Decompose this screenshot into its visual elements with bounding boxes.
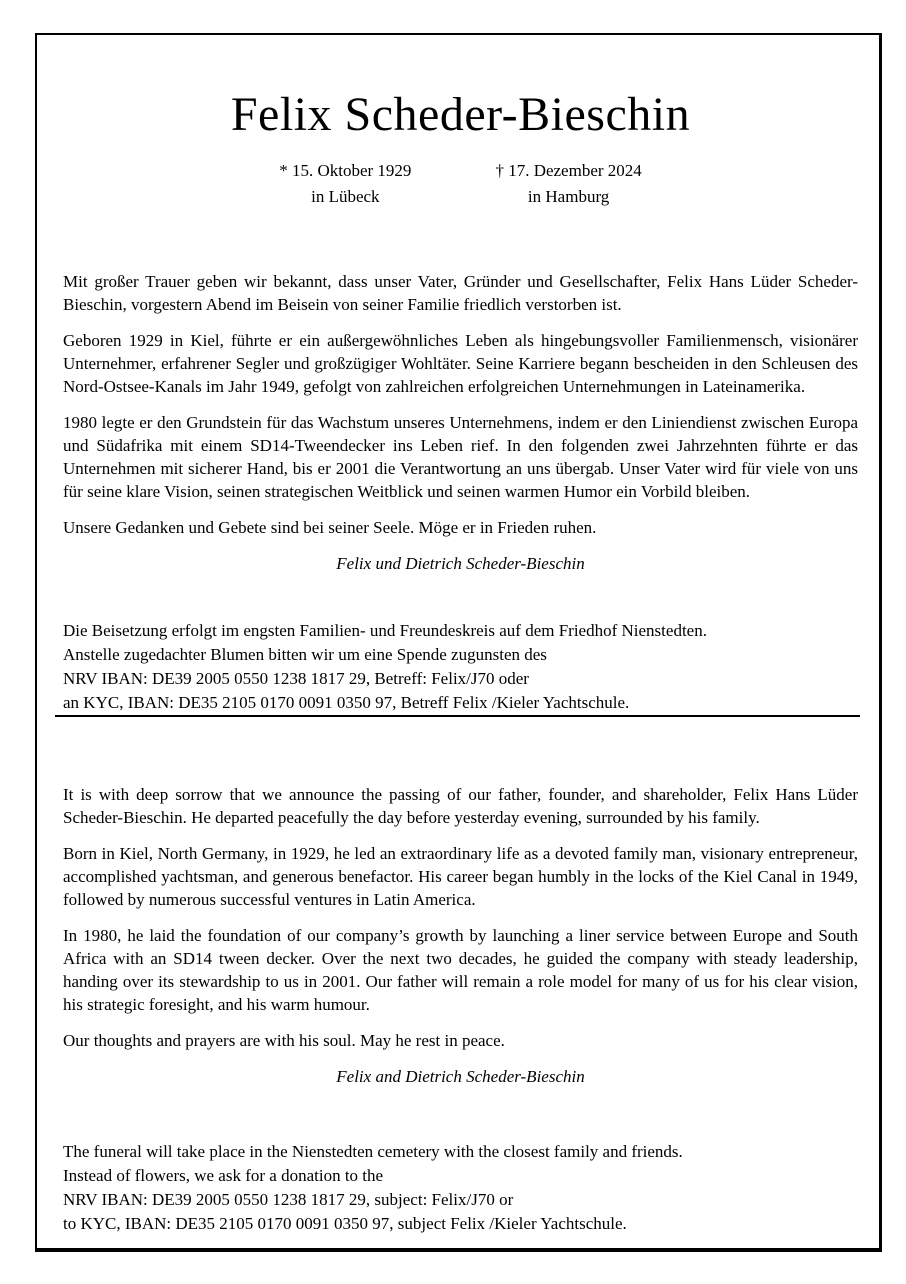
english-funeral-line: NRV IBAN: DE39 2005 0550 1238 1817 29, subject: Felix/J70 or <box>63 1189 514 1209</box>
english-paragraph: Our thoughts and prayers are with his soul. May he rest in peace. <box>63 1030 505 1050</box>
death-place: in Hamburg <box>527 186 610 206</box>
german-funeral-line: NRV IBAN: DE39 2005 0550 1238 1817 29, Betreff: Felix/J70 oder <box>63 668 529 688</box>
birth-info <box>279 158 411 210</box>
german-funeral-line: Die Beisetzung erfolgt im engsten Familien- und Freundeskreis auf dem Friedhof Nienstedten. <box>63 620 707 640</box>
english-signature: Felix and Dietrich Scheder-Bieschin <box>336 1066 585 1086</box>
english-section <box>63 783 858 1236</box>
english-funeral-info <box>63 1140 858 1236</box>
english-paragraph: In 1980, he laid the foundation of our company’s growth by launching a liner service between Europe and South Africa with an SD14 tween decker. Over the next two decades, he guided the company with steady leadership, handing over its stewardship to us in 2001. Our father will remain a role model for many of us for his clear vision, his strategic foresight, and his warm humour. <box>63 925 858 1014</box>
birth-date: * 15. Oktober 1929 <box>279 160 412 180</box>
section-divider <box>55 715 860 717</box>
death-date: † 17. Dezember 2024 <box>495 160 642 180</box>
german-funeral-line: Anstelle zugedachter Blumen bitten wir um eine Spende zugunsten des <box>63 644 547 664</box>
english-paragraph: Born in Kiel, North Germany, in 1929, he led an extraordinary life as a devoted family man, visionary entrepreneur, accomplished yachtsman, and generous benefactor. His career began humbly in the locks of the Kiel Canal in 1949, followed by numerous successful ventures in Latin America. <box>63 843 858 909</box>
german-funeral-info <box>63 619 858 715</box>
german-paragraph: Mit großer Trauer geben wir bekannt, dass unser Vater, Gründer und Gesellschafter, Felix Hans Lüder Scheder-Bieschin, vorgestern Abend im Beisein von seiner Familie friedlich verstorben ist. <box>63 271 858 314</box>
german-paragraph: Geboren 1929 in Kiel, führte er ein außergewöhnliches Leben als hingebungsvoller Familienmensch, visionärer Unternehmer, erfahrener Segler und großzügiger Wohltäter. Seine Karriere begann bescheiden in den Schleusen des Nord-Ostsee-Kanals im Jahr 1949, gefolgt von zahlreichen erfolgreichen Unternehmungen in Lateinamerika. <box>63 330 858 396</box>
deceased-name: Felix Scheder-Bieschin <box>230 88 691 141</box>
english-funeral-line: The funeral will take place in the Nienstedten cemetery with the closest family and friends. <box>63 1141 683 1161</box>
death-info <box>495 158 641 210</box>
english-funeral-line: Instead of flowers, we ask for a donation to the <box>63 1165 384 1185</box>
life-dates <box>63 158 858 210</box>
german-signature: Felix und Dietrich Scheder-Bieschin <box>336 553 585 573</box>
german-paragraph: Unsere Gedanken und Gebete sind bei seiner Seele. Möge er in Frieden ruhen. <box>63 517 597 537</box>
english-funeral-line: to KYC, IBAN: DE35 2105 0170 0091 0350 97, subject Felix /Kieler Yachtschule. <box>63 1213 627 1233</box>
german-section <box>63 270 858 715</box>
german-funeral-line: an KYC, IBAN: DE35 2105 0170 0091 0350 97, Betreff Felix /Kieler Yachtschule. <box>63 692 630 712</box>
german-paragraph: 1980 legte er den Grundstein für das Wachstum unseres Unternehmens, indem er den Liniendienst zwischen Europa und Südafrika mit einem SD14-Tweendecker ins Leben rief. In den folgenden zwei Jahrzehnten führte er das Unternehmen mit sicherer Hand, bis er 2001 die Verantwortung an uns übergab. Unser Vater wird für viele von uns für seine klare Vision, seinen strategischen Weitblick und seinen warmen Humor ein Vorbild bleiben. <box>63 412 858 501</box>
birth-place: in Lübeck <box>311 186 380 206</box>
obituary-frame <box>35 33 882 1252</box>
english-paragraph: It is with deep sorrow that we announce the passing of our father, founder, and shareholder, Felix Hans Lüder Scheder-Bieschin. He departed peacefully the day before yesterday evening, surrounded by his family. <box>63 784 858 827</box>
